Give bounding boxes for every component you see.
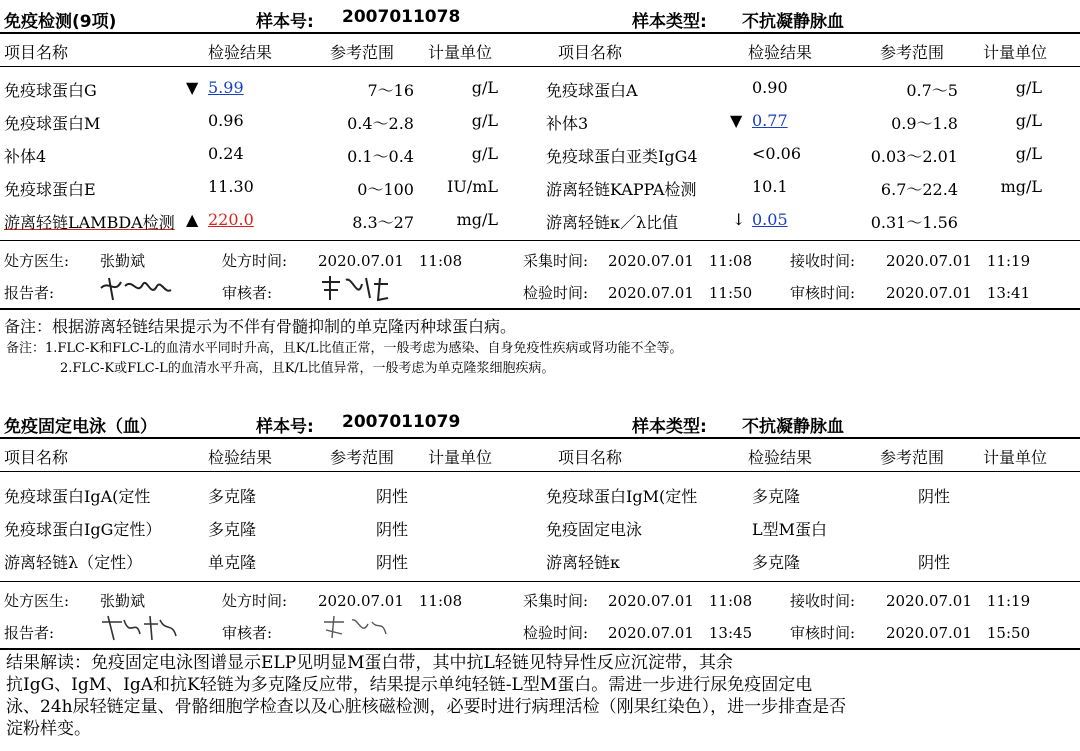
col-header-range: 参考范围 <box>880 448 945 467</box>
col-header-range: 参考范围 <box>330 448 395 467</box>
item-range: 0.31～1.56 <box>870 213 958 232</box>
item-range: 0.9～1.8 <box>891 114 958 133</box>
item-name: 免疫球蛋白亚类IgG4 <box>546 147 698 166</box>
item-range: 阴性 <box>376 487 409 506</box>
col-header-result: 检验结果 <box>748 448 813 467</box>
divider <box>0 32 1080 34</box>
item-range: 阴性 <box>918 553 951 572</box>
auditor-label: 审核者: <box>222 624 273 642</box>
flag-down-icon: ▼ <box>186 78 199 97</box>
col-header-result: 检验结果 <box>208 43 273 62</box>
item-range: 6.7～22.4 <box>880 180 958 199</box>
col-header-unit: 计量单位 <box>428 448 493 467</box>
item-result: 0.90 <box>752 78 788 97</box>
item-range: 8.3～27 <box>352 213 414 232</box>
receive-time: 2020.07.01 11:19 <box>886 252 1031 270</box>
interpretation-line-3: 泳、24h尿轻链定量、骨骼细胞学检查以及心脏核磁检测，必要时进行病理活检（刚果红染色），进一步排查是否 <box>6 697 847 717</box>
item-range: 阴性 <box>918 487 951 506</box>
item-name: 免疫固定电泳 <box>546 520 643 539</box>
divider <box>0 471 1080 472</box>
reporter-label: 报告者: <box>4 284 55 302</box>
rx-time: 2020.07.01 11:08 <box>318 592 463 610</box>
item-result[interactable]: 0.77 <box>752 111 788 130</box>
divider <box>0 648 1080 650</box>
item-unit: g/L <box>1015 144 1042 163</box>
test-time-label: 检验时间: <box>523 284 589 302</box>
receive-time-label: 接收时间: <box>790 592 856 610</box>
item-name: 免疫球蛋白A <box>546 81 638 100</box>
doctor-label: 处方医生: <box>4 252 70 270</box>
collect-time-label: 采集时间: <box>523 592 589 610</box>
item-result: 10.1 <box>752 177 788 196</box>
flag-arrow-down-icon: ↓ <box>732 210 746 229</box>
item-unit: IU/mL <box>447 177 498 196</box>
reporter-signature <box>98 612 178 644</box>
col-header-unit: 计量单位 <box>983 448 1048 467</box>
col-header-result: 检验结果 <box>208 448 273 467</box>
item-name: 免疫球蛋白IgA(定性 <box>4 487 151 506</box>
divider <box>0 66 1080 67</box>
divider <box>0 240 1080 241</box>
item-range: 0.1～0.4 <box>347 147 414 166</box>
reporter-label: 报告者: <box>4 624 55 642</box>
item-result: 多克隆 <box>752 487 801 506</box>
collect-time: 2020.07.01 11:08 <box>608 252 753 270</box>
audit-time: 2020.07.01 15:50 <box>886 624 1031 642</box>
section2-sample-type-label: 样本类型: <box>632 417 707 437</box>
col-header-range: 参考范围 <box>330 43 395 62</box>
item-name: 免疫球蛋白IgM(定性 <box>546 487 698 506</box>
item-name: 补体4 <box>4 147 47 166</box>
item-result: 多克隆 <box>208 487 257 506</box>
divider <box>0 581 1080 582</box>
item-result: 多克隆 <box>752 553 801 572</box>
remark-line-2: 2.FLC-K或FLC-L的血清水平升高，且K/L比值异常，一般考虑为单克隆浆细胞疾病。 <box>60 361 555 376</box>
auditor-signature <box>318 272 390 304</box>
item-unit: mg/L <box>456 210 498 229</box>
section2-sample-type: 不抗凝静脉血 <box>742 417 844 437</box>
collect-time: 2020.07.01 11:08 <box>608 592 753 610</box>
col-header-unit: 计量单位 <box>428 43 493 62</box>
item-name: 游离轻链LAMBDA检测 <box>4 213 175 232</box>
interpretation-line-1: 结果解读：免疫固定电泳图谱显示ELP见明显M蛋白带，其中抗L轻链见特异性反应沉淀带，其余 <box>6 653 733 673</box>
item-result: <0.06 <box>752 144 802 163</box>
item-name: 游离轻链λ（定性） <box>4 553 143 572</box>
section1-sample-no-label: 样本号: <box>256 12 314 32</box>
doctor-name: 张勤斌 <box>100 592 146 610</box>
item-unit: mg/L <box>1000 177 1042 196</box>
col-header-result: 检验结果 <box>748 43 813 62</box>
receive-time-label: 接收时间: <box>790 252 856 270</box>
item-result: L型M蛋白 <box>752 520 828 539</box>
test-time-label: 检验时间: <box>523 624 589 642</box>
item-unit: g/L <box>471 111 498 130</box>
col-header-item-name: 项目名称 <box>4 43 69 62</box>
col-header-unit: 计量单位 <box>983 43 1048 62</box>
item-result[interactable]: 220.0 <box>208 210 254 229</box>
rx-time-label: 处方时间: <box>222 592 288 610</box>
item-name: 免疫球蛋白M <box>4 114 101 133</box>
divider <box>0 308 1080 310</box>
flag-up-icon: ▲ <box>186 210 199 229</box>
item-name: 游离轻链κ <box>546 553 621 572</box>
divider <box>0 437 1080 439</box>
interpretation-line-4: 淀粉样变。 <box>6 719 91 739</box>
remark-main: 备注：根据游离轻链结果提示为不伴有骨髓抑制的单克隆丙种球蛋白病。 <box>4 317 517 336</box>
section1-title: 免疫检测(9项) <box>4 12 117 32</box>
section2-sample-no-label: 样本号: <box>256 417 314 437</box>
item-range: 0.4～2.8 <box>347 114 414 133</box>
auditor-signature <box>318 614 388 642</box>
audit-time-label: 审核时间: <box>790 624 856 642</box>
collect-time-label: 采集时间: <box>523 252 589 270</box>
section1-sample-type: 不抗凝静脉血 <box>742 12 844 32</box>
rx-time-label: 处方时间: <box>222 252 288 270</box>
test-time: 2020.07.01 13:45 <box>608 624 753 642</box>
audit-time: 2020.07.01 13:41 <box>886 284 1031 302</box>
col-header-item-name: 项目名称 <box>558 448 623 467</box>
item-name: 免疫球蛋白E <box>4 180 96 199</box>
item-range: 阴性 <box>376 553 409 572</box>
item-result: 单克隆 <box>208 553 257 572</box>
item-result: 0.24 <box>208 144 244 163</box>
item-range: 7～16 <box>367 81 414 100</box>
rx-time: 2020.07.01 11:08 <box>318 252 463 270</box>
col-header-range: 参考范围 <box>880 43 945 62</box>
item-name: 补体3 <box>546 114 589 133</box>
test-time: 2020.07.01 11:50 <box>608 284 753 302</box>
flag-down-icon: ▼ <box>730 111 743 130</box>
receive-time: 2020.07.01 11:19 <box>886 592 1031 610</box>
item-range: 阴性 <box>376 520 409 539</box>
item-unit: g/L <box>471 144 498 163</box>
item-range: 0.7～5 <box>906 81 958 100</box>
item-range: 0～100 <box>357 180 414 199</box>
item-range: 0.03～2.01 <box>870 147 958 166</box>
reporter-signature <box>95 272 175 304</box>
item-result[interactable]: 0.05 <box>752 210 788 229</box>
doctor-label: 处方医生: <box>4 592 70 610</box>
item-result: 0.96 <box>208 111 244 130</box>
remark-line-1: 备注：1.FLC-K和FLC-L的血清水平同时升高，且K/L比值正常，一般考虑为感染、自身免疫性疾病或肾功能不全等。 <box>6 341 683 356</box>
section2-sample-no: 2007011079 <box>342 412 461 432</box>
col-header-item-name: 项目名称 <box>4 448 69 467</box>
item-name: 免疫球蛋白IgG定性） <box>4 520 162 539</box>
item-unit: g/L <box>471 78 498 97</box>
audit-time-label: 审核时间: <box>790 284 856 302</box>
section1-sample-type-label: 样本类型: <box>632 12 707 32</box>
item-unit: g/L <box>1015 78 1042 97</box>
section2-title: 免疫固定电泳（血） <box>4 417 157 437</box>
doctor-name: 张勤斌 <box>100 252 146 270</box>
item-name: 游离轻链KAPPA检测 <box>546 180 697 199</box>
auditor-label: 审核者: <box>222 284 273 302</box>
section1-sample-no: 2007011078 <box>342 7 461 27</box>
item-name: 免疫球蛋白G <box>4 81 97 100</box>
item-unit: g/L <box>1015 111 1042 130</box>
item-name: 游离轻链κ／λ比值 <box>546 213 679 232</box>
interpretation-line-2: 抗IgG、IgM、IgA和抗K轻链为多克隆反应带，结果提示单纯轻链-L型M蛋白。需进一步进行尿免疫固定电 <box>6 675 813 695</box>
col-header-item-name: 项目名称 <box>558 43 623 62</box>
item-result: 11.30 <box>208 177 254 196</box>
item-result[interactable]: 5.99 <box>208 78 244 97</box>
item-result: 多克隆 <box>208 520 257 539</box>
